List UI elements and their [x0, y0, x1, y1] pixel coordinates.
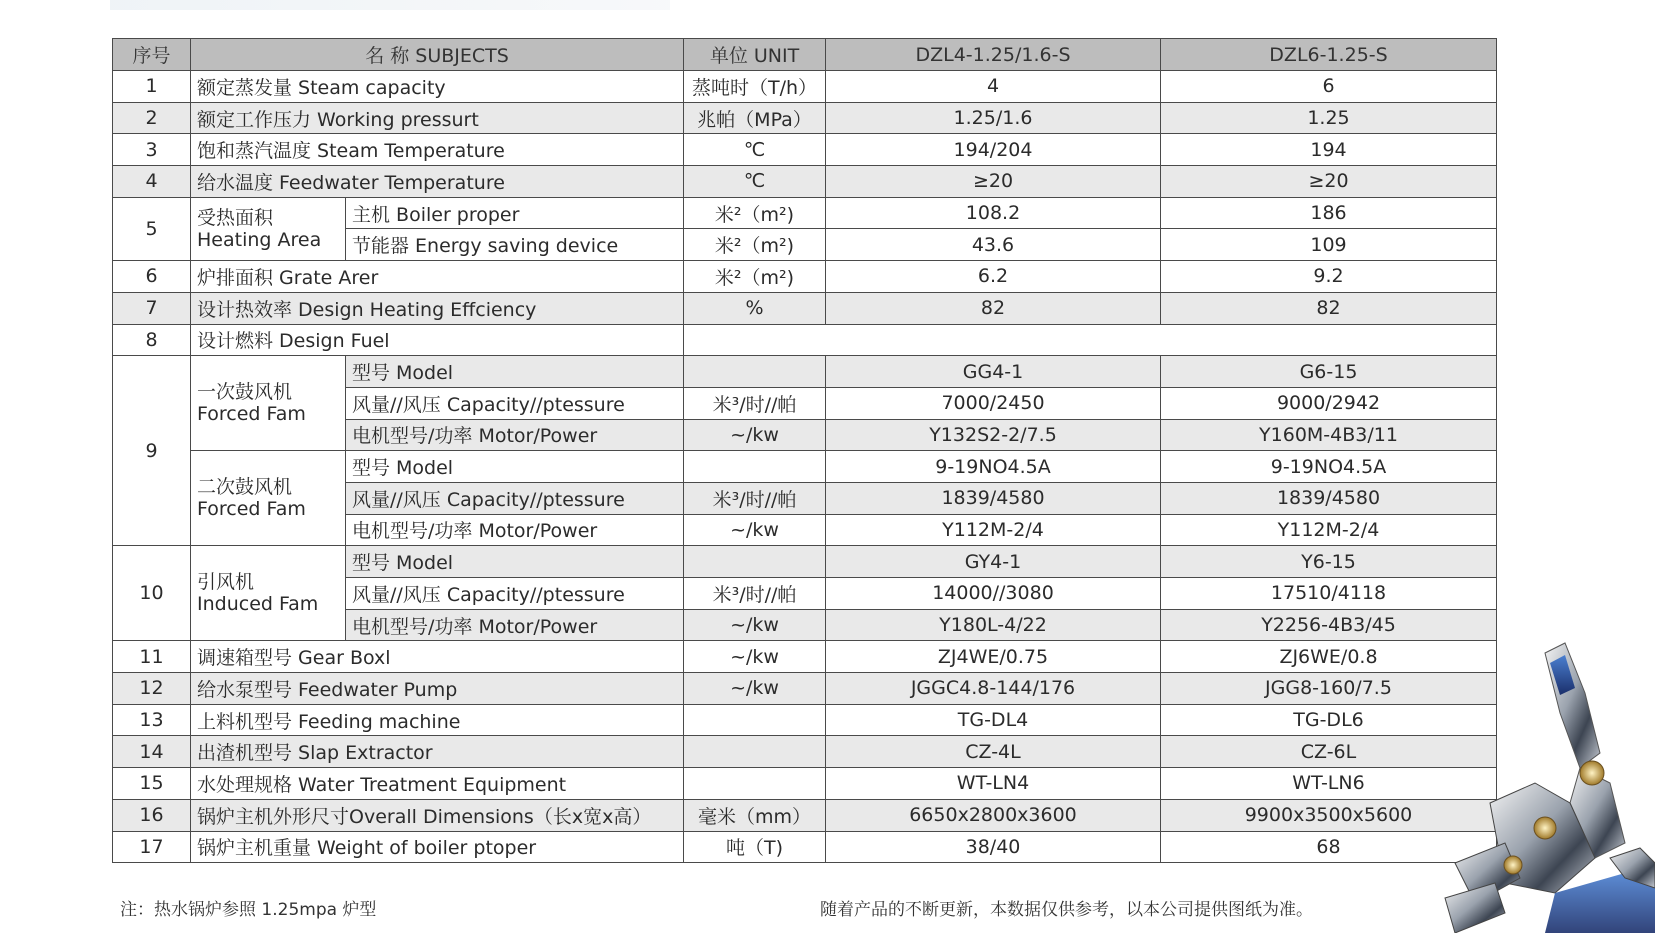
- row-value-a: 82: [826, 292, 1161, 324]
- row-unit: 米³/时//帕: [684, 387, 826, 419]
- row-name: 设计热效率 Design Heating Effciency: [191, 292, 684, 324]
- row-value-b: JGG8-160/7.5: [1161, 673, 1497, 705]
- row-value-a: 14000//3080: [826, 578, 1161, 610]
- row-unit: 米³/时//帕: [684, 482, 826, 514]
- row-value-b: TG-DL6: [1161, 704, 1497, 736]
- row-name: 电机型号/功率 Motor/Power: [346, 419, 684, 451]
- row-value-a: 43.6: [826, 229, 1161, 261]
- header-model-b: DZL6-1.25-S: [1161, 39, 1497, 71]
- row-value-b: WT-LN6: [1161, 768, 1497, 800]
- footer-note-left: 注：热水锅炉参照 1.25mpa 炉型: [120, 900, 377, 920]
- row-no: 15: [113, 768, 191, 800]
- table-row: [113, 102, 1497, 134]
- row-name: 出渣机型号 Slap Extractor: [191, 736, 684, 768]
- row-value-b: G6-15: [1161, 356, 1497, 388]
- row-value-b: Y2256-4B3/45: [1161, 609, 1497, 641]
- row-value-a: WT-LN4: [826, 768, 1161, 800]
- row-value-b: 9-19NO4.5A: [1161, 451, 1497, 483]
- row-unit: ~/kw: [684, 609, 826, 641]
- table-row: [113, 799, 1497, 831]
- row-value-a: CZ-4L: [826, 736, 1161, 768]
- row-value-a: 38/40: [826, 831, 1161, 863]
- row-name: 锅炉主机重量 Weight of boiler ptoper: [191, 831, 684, 863]
- table-row: [113, 546, 1497, 578]
- robot-hand-illustration: [1395, 633, 1655, 933]
- row-name: 风量//风压 Capacity//ptessure: [346, 578, 684, 610]
- row-value-a: Y180L-4/22: [826, 609, 1161, 641]
- table-row: [113, 197, 1497, 229]
- row-unit: ~/kw: [684, 419, 826, 451]
- row-no: 11: [113, 641, 191, 673]
- header-row: [113, 39, 1497, 71]
- row-unit: 吨（T): [684, 831, 826, 863]
- table-row: [113, 768, 1497, 800]
- row-name: 型号 Model: [346, 356, 684, 388]
- row-no: 4: [113, 166, 191, 198]
- table-row: [113, 71, 1497, 103]
- row-unit: ℃: [684, 166, 826, 198]
- row-unit: ~/kw: [684, 641, 826, 673]
- top-decorative-band: [110, 0, 670, 10]
- row-unit: 米²（m²): [684, 261, 826, 293]
- table-row: [113, 134, 1497, 166]
- row-value-a: 194/204: [826, 134, 1161, 166]
- row-value-b: ZJ6WE/0.8: [1161, 641, 1497, 673]
- group-label-cn: 一次鼓风机: [197, 381, 293, 404]
- table-row: [113, 641, 1497, 673]
- row-value-b: Y6-15: [1161, 546, 1497, 578]
- row-value-b: 82: [1161, 292, 1497, 324]
- row-name: 型号 Model: [346, 546, 684, 578]
- row-value-b: 9900x3500x5600: [1161, 799, 1497, 831]
- header-no: 序号: [113, 39, 191, 71]
- row-value-a: 1839/4580: [826, 482, 1161, 514]
- row-value-a: 6650x2800x3600: [826, 799, 1161, 831]
- row-no: 3: [113, 134, 191, 166]
- row-value-a: ZJ4WE/0.75: [826, 641, 1161, 673]
- row-unit: [684, 356, 826, 388]
- row-value-a: ≥20: [826, 166, 1161, 198]
- row-unit: 米³/时//帕: [684, 578, 826, 610]
- row-value-b: Y112M-2/4: [1161, 514, 1497, 546]
- row-name: 给水温度 Feedwater Temperature: [191, 166, 684, 198]
- row-value-b: 1.25: [1161, 102, 1497, 134]
- row-value-b: CZ-6L: [1161, 736, 1497, 768]
- row-no: 6: [113, 261, 191, 293]
- group-label-cn: 引风机: [197, 571, 255, 594]
- group-label-cn: 受热面积: [197, 206, 274, 229]
- row-group-label: [191, 451, 346, 546]
- header-name: 名 称 SUBJECTS: [191, 39, 684, 71]
- row-name: 锅炉主机外形尺寸Overall Dimensions（长x宽x高）: [191, 799, 684, 831]
- row-no: 17: [113, 831, 191, 863]
- row-value-a: 9-19NO4.5A: [826, 451, 1161, 483]
- row-group-label: [191, 546, 346, 641]
- row-group-label: [191, 197, 346, 260]
- row-name: 饱和蒸汽温度 Steam Temperature: [191, 134, 684, 166]
- group-label-en: Heating Area: [197, 228, 322, 251]
- row-fuel-value: [684, 324, 1497, 356]
- row-name: 额定蒸发量 Steam capacity: [191, 71, 684, 103]
- row-value-b: 186: [1161, 197, 1497, 229]
- row-value-a: JGGC4.8-144/176: [826, 673, 1161, 705]
- table-row: [113, 831, 1497, 863]
- row-unit: ~/kw: [684, 673, 826, 705]
- row-unit: [684, 736, 826, 768]
- row-no: 10: [113, 546, 191, 641]
- row-name: 节能器 Energy saving device: [346, 229, 684, 261]
- row-unit: [684, 768, 826, 800]
- row-no: 1: [113, 71, 191, 103]
- row-value-b: Y160M-4B3/11: [1161, 419, 1497, 451]
- row-value-b: 17510/4118: [1161, 578, 1497, 610]
- row-no: 12: [113, 673, 191, 705]
- table-row: [113, 451, 1497, 483]
- row-value-b: 1839/4580: [1161, 482, 1497, 514]
- row-name: 风量//风压 Capacity//ptessure: [346, 387, 684, 419]
- row-name: 设计燃料 Design Fuel: [191, 324, 684, 356]
- row-value-a: GG4-1: [826, 356, 1161, 388]
- row-value-a: 7000/2450: [826, 387, 1161, 419]
- row-unit: %: [684, 292, 826, 324]
- row-no: 13: [113, 704, 191, 736]
- row-name: 电机型号/功率 Motor/Power: [346, 609, 684, 641]
- header-model-a: DZL4-1.25/1.6-S: [826, 39, 1161, 71]
- row-unit: 米²（m²): [684, 229, 826, 261]
- row-value-a: 4: [826, 71, 1161, 103]
- row-unit: 蒸吨时（T/h）: [684, 71, 826, 103]
- row-name: 风量//风压 Capacity//ptessure: [346, 482, 684, 514]
- row-unit: 兆帕（MPa）: [684, 102, 826, 134]
- row-no: 5: [113, 197, 191, 260]
- row-name: 调速箱型号 Gear Boxl: [191, 641, 684, 673]
- row-unit: [684, 704, 826, 736]
- row-value-a: TG-DL4: [826, 704, 1161, 736]
- table-row: [113, 673, 1497, 705]
- row-name: 水处理规格 Water Treatment Equipment: [191, 768, 684, 800]
- row-name: 主机 Boiler proper: [346, 197, 684, 229]
- table-row: [113, 736, 1497, 768]
- row-name: 炉排面积 Grate Arer: [191, 261, 684, 293]
- row-unit: [684, 546, 826, 578]
- group-label-cn: 二次鼓风机: [197, 476, 293, 499]
- group-label-en: Forced Fam: [197, 403, 306, 426]
- footer-note-right: 随着产品的不断更新，本数据仅供参考，以本公司提供图纸为准。: [820, 900, 1313, 920]
- table-row: [113, 261, 1497, 293]
- row-no: 9: [113, 356, 191, 546]
- row-value-a: GY4-1: [826, 546, 1161, 578]
- row-no: 14: [113, 736, 191, 768]
- row-value-b: ≥20: [1161, 166, 1497, 198]
- row-value-b: 9.2: [1161, 261, 1497, 293]
- row-no: 2: [113, 102, 191, 134]
- row-value-a: Y112M-2/4: [826, 514, 1161, 546]
- row-value-a: 108.2: [826, 197, 1161, 229]
- row-value-a: Y132S2-2/7.5: [826, 419, 1161, 451]
- row-name: 型号 Model: [346, 451, 684, 483]
- row-value-b: 6: [1161, 71, 1497, 103]
- row-group-label: [191, 356, 346, 451]
- table-row: [113, 356, 1497, 388]
- table-row: [113, 292, 1497, 324]
- row-unit: 米²（m²): [684, 197, 826, 229]
- group-label-en: Induced Fam: [197, 593, 319, 616]
- row-no: 16: [113, 799, 191, 831]
- row-name: 上料机型号 Feeding machine: [191, 704, 684, 736]
- row-unit: [684, 451, 826, 483]
- row-unit: ℃: [684, 134, 826, 166]
- row-no: 7: [113, 292, 191, 324]
- spec-table: [112, 38, 1497, 863]
- row-name: 额定工作压力 Working pressurt: [191, 102, 684, 134]
- table-row: [113, 704, 1497, 736]
- row-value-a: 1.25/1.6: [826, 102, 1161, 134]
- table-row: [113, 166, 1497, 198]
- row-unit: 毫米（mm）: [684, 799, 826, 831]
- row-no: 8: [113, 324, 191, 356]
- row-value-b: 194: [1161, 134, 1497, 166]
- row-unit: ~/kw: [684, 514, 826, 546]
- table-row: [113, 324, 1497, 356]
- row-name: 给水泵型号 Feedwater Pump: [191, 673, 684, 705]
- row-value-a: 6.2: [826, 261, 1161, 293]
- group-label-en: Forced Fam: [197, 498, 306, 521]
- row-value-b: 9000/2942: [1161, 387, 1497, 419]
- row-value-b: 68: [1161, 831, 1497, 863]
- row-value-b: 109: [1161, 229, 1497, 261]
- header-unit: 单位 UNIT: [684, 39, 826, 71]
- row-name: 电机型号/功率 Motor/Power: [346, 514, 684, 546]
